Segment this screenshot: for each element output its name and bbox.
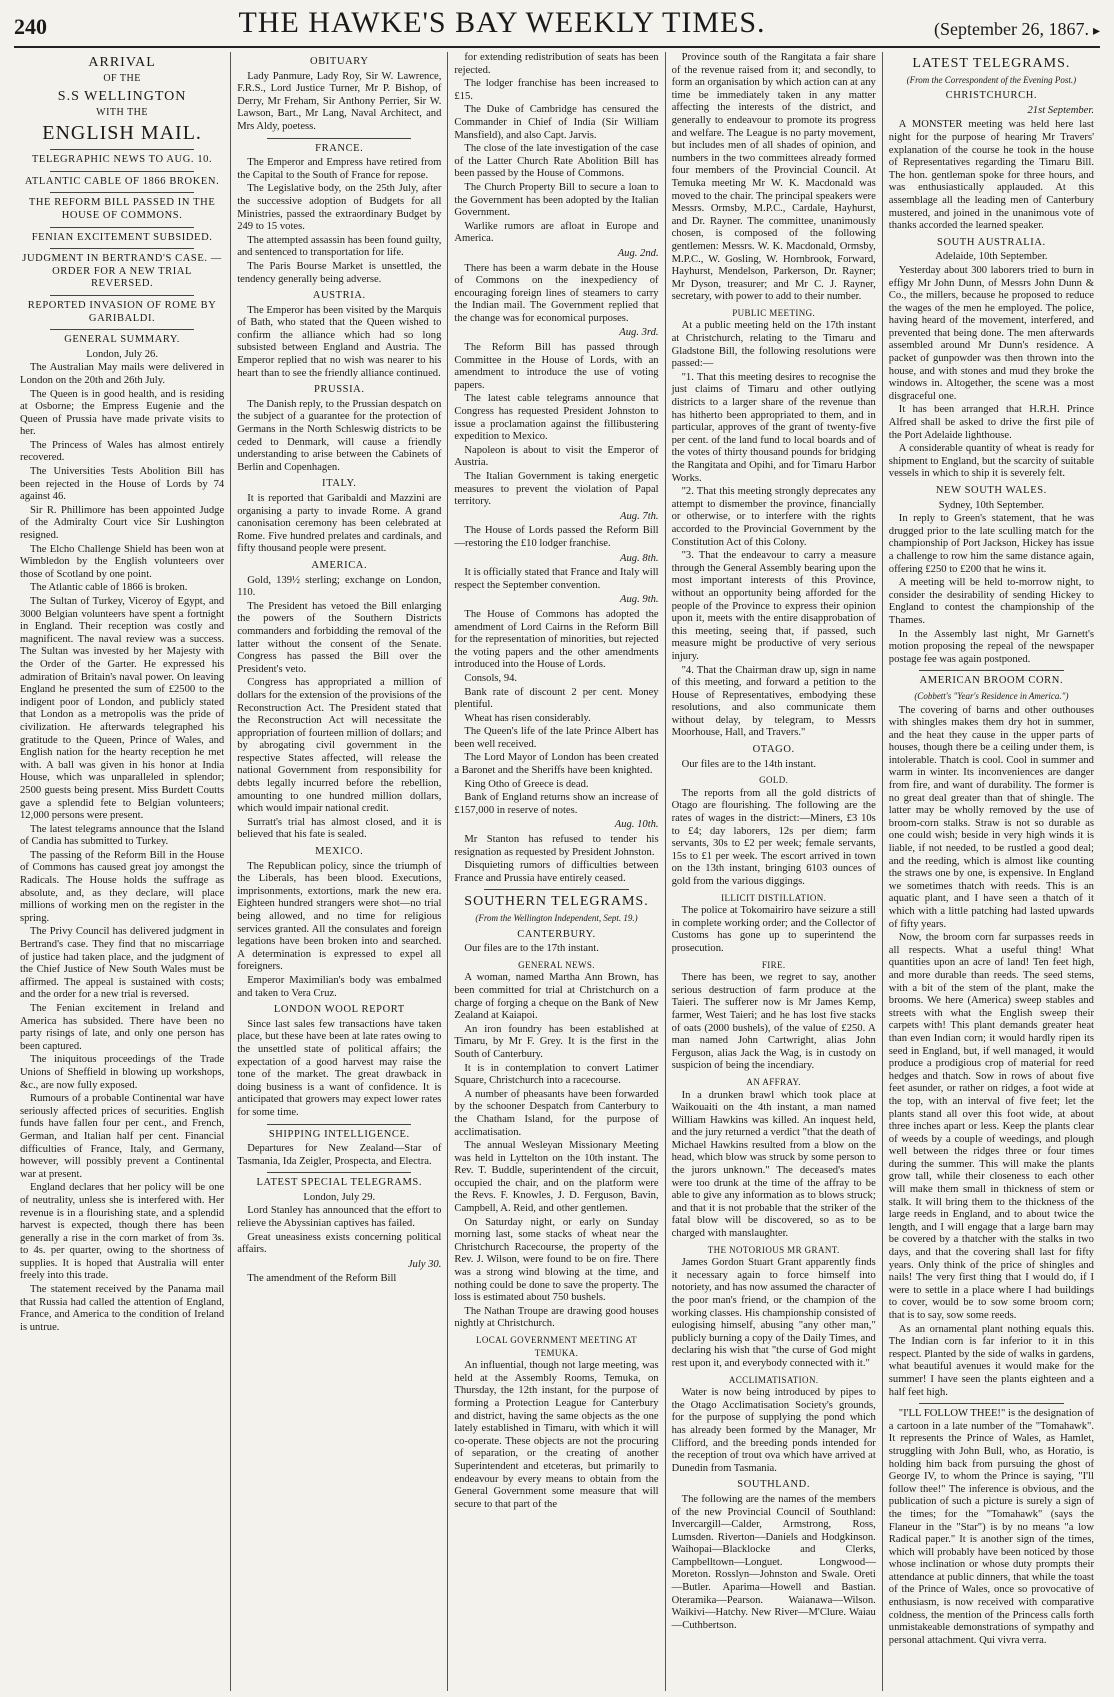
paragraph: Mr Stanton has refused to tender his resignation as requested by President Johnston. (454, 834, 659, 858)
subhead-judgment: JUDGMENT IN BERTRAND'S CASE. —ORDER FOR A NEW TRIAL REVERSED. (22, 253, 222, 290)
paragraph: The House of Lords passed the Reform Bill—restoring the £10 lodger franchise. (454, 525, 659, 549)
paragraph: The lodger franchise has been increased to £15. (454, 78, 659, 102)
paragraph: "I'LL FOLLOW THEE!" is the designation of a cartoon in a late number of the "Tomahawk". It represents the Prince of Wales, as Hamlet, struggling with John Bull, who, as Horatio, is holding him back from pursuing the ghost of George IV, to whom the Prince is saying, "I'll follow thee!" The inference is obvious, and the publication of such a picture is surely a sign of the times; for the "Tomahawk" (says the Flaneur in the "Star") is by no means "a low Radical paper." It is another sign of the times, which will probably have been noticed by those whose inclination or whose duty prompts their attendance at public dinners, that while the toast of the Prince of Wales, once so provocative of enthusiasm, is now received with comparative coldness, the mention of the Princess calls forth unmistakeable demonstrations of sympathy and personal attachment. Qui vivra verra. (888, 1408, 1094, 1646)
section-mexico: MEXICO. (315, 846, 364, 858)
source-note: (From the Correspondent of the Evening Post.) (906, 74, 1077, 85)
paragraph: The annual Wesleyan Missionary Meeting was held in Lyttelton on the 10th instant. The Rev. T. Buddle, superintendent of the circuit, occupied the chair, and on the platform were the Revs. F. Knowles, J. D. Ferguson, Bavin, Campbell, A. Reid, and other gentlemen. (454, 1140, 659, 1215)
headline-with-the: WITH THE (96, 106, 149, 118)
masthead (14, 4, 1100, 48)
section-southern-telegrams: SOUTHERN TELEGRAMS. (464, 894, 649, 910)
subhead-reform-bill: THE REFORM BILL PASSED IN THE HOUSE OF COMMONS. (28, 197, 216, 221)
paragraph: England declares that her policy will be one of neutrality, unless she is interfered with. Her revenue is in a flourishing state, and a splendid harvest is expected, though there has been generally a rise in the corn market of from 3s. to 4s. per quarter, owing to the shortness of supplies. It is hoped that Australia will enter freely into this trade. (20, 1182, 225, 1282)
paragraph: Sir R. Phillimore has been appointed Judge of the Admiralty Court vice Sir Lushington resigned. (20, 504, 225, 542)
paragraph: Rumours of a probable Continental war have seriously affected prices of securities. English funds have fallen four per cent., and French, German, and Italian half per cent. Financial difficulties of France, Italy, and Germany, however, will possibly prevent a Continental war at present. (20, 1093, 225, 1180)
paragraph: "1. That this meeting desires to recognise the just claims of Timaru and other outlying districts to a larger share of the revenue than has hitherto been appropriated to them, and in particular, approves of the grant of twenty-five per cent. of the land fund to local boards and of the votes of thirty thousand pounds for bridging the Rangitata and Opihi, and for Timaru Harbor Works. (671, 371, 876, 484)
paragraph: Disquieting rumors of difficulties between France and Prussia have entirely ceased. (454, 860, 659, 884)
section-new-south-wales: NEW SOUTH WALES. (935, 485, 1047, 496)
paragraph: Departures for New Zealand—Star of Tasmania, Ida Zeigler, Prospecta, and Electra. (237, 1143, 442, 1167)
paragraph: The statement received by the Panama mail that Russia had called the attention of England, France, and America to the condition of Ireland is untrue. (20, 1284, 225, 1333)
paragraph: Now, the broom corn far surpasses reeds in all respects. What a useful thing! What quantities upon an acre of land! Ten feet high, and more durable than reeds. The seed stems, with a bit of the stem of the plant, make the brooms. We here (America) sweep stables and streets with what the English sweep their carpets with! This plant demands greater heat than even Indian corn; it would hardly ripen its seed in England, but, if well managed, it would produce a prodigious crop of material for reed hedges and thatch. Sow in rows of about five feet asunder, or rather on ridges, a foot wide at the top, with an interval of five feet; let the plants stand all over this foot wide, at about three inches apart or less. Keep the plants clear of weeds by a couple of weedings, and plough well between the ridges three or four times during the summer. This will make the plants grow tall, while their closeness to each other will make them small in thickness of stem or stalk. It will bring them to the thickness of the large reeds in England, and to about twice the length, and I will engage that a large barn may be covered by a thatcher with the stalks in two days, and that the covering shall last for fifty years. Only think of the price of shingles and nails! The very first thing that I would do, if I were to settle in a place where I had buildings to cover, would be to sow some broom corn; that is to say, sow some reeds. (888, 932, 1094, 1321)
section-south-australia: SOUTH AUSTRALIA. (937, 236, 1046, 248)
paragraph: The covering of barns and other outhouses with shingles makes them dry hot in summer, and the heat they cause in the upper parts of houses, though there be a ceiling under them, is intolerable. Thatch is cool. Cool in summer and warm in winter. Its inconveniences are danger from fire, and want of durability. The former is no great deal greater than that of shingle. The latter may be wholly removed by the use of broom-corn stalks. Straw is not so durable as one could wish; beside in very high winds it is liable, if not needed, to be rustled a good deal; and the reeding, which is almost like counting the straws one by one, is expensive. In England we sometimes thatch with reeds. This is an aquatic plant, and I have seen a thatch of it which with a little patching had lasted upwards of fifty years. (888, 704, 1094, 930)
section-italy: ITALY. (322, 478, 357, 490)
paragraph: The reports from all the gold districts of Otago are flourishing. The following are the rates of wages in the district:—Miners, £3 10s to £4; day laborers, 12s per diem; farm servants, 30s to £2 per week; female servants, 15s to £1 per week. The escort arrived in town on the 13th instant, bringing 6103 ounces of gold from the various diggings. (671, 787, 876, 887)
paragraph: The Emperor has been visited by the Marquis of Bath, who stated that the Queen wished to confirm the alliance which had so long subsisted between England and Austria. The Emperor replied that no wish was nearer to his heart than to see the friendly alliance continued. (237, 304, 442, 379)
column-4 (666, 52, 883, 1691)
paragraph: Gold, 139½ sterling; exchange on London, 110. (237, 574, 442, 599)
paragraph: As an ornamental plant nothing equals this. The Indian corn is far inferior to it in this respect. Planted by the side of walks in gardens, what beautiful avenues it would make for the summer! I have seen the plants eighteen and a half feet high. (888, 1323, 1094, 1398)
issue-date-text: (September 26, 1867. (934, 19, 1089, 39)
paragraph: Bank rate of discount 2 per cent. Money plentiful. (454, 686, 659, 711)
dateline: Adelaide, 10th September. (935, 251, 1048, 263)
divider (50, 227, 194, 228)
dateline: 21st September. (1027, 104, 1094, 116)
paragraph: The House of Commons has adopted the amendment of Lord Cairns in the Reform Bill for the representation of minorities, but rejected the voting papers and the other amendments introduced into the House of Lords. (454, 608, 659, 671)
paragraph: Province south of the Rangitata a fair share of the revenue raised from it; and secondly, to form an organisation by which action can at any time be immediately taken in any matter affecting the interests of the district, and generally to endeavour to promote its progress and welfare. The League is no party movement, but includes men of all shades of opinion, and numbers in the two committees already formed four members of the Provincial Council. At Temuka meeting Mr W. K. Macdonald was moved to the chair. The principal speakers were Messrs. Ormsby, M.P.C., Cardale, Hayhurst, and Dr. Rayner. The committee, unanimously chosen, is composed of the following gentlemen: Messrs. W. K. Macdonald, Ormsby, M.P.C., W. Gosling, W. Hornbrook, Forward, Hayhurst, Mendelson, Parkerson, Dr. Rayner; Mr Dyson, treasurer; and Mr C. J. Rayner, secretary, with power to add to their number. (671, 52, 876, 303)
subhead-illicit-distillation: ILLICIT DISTILLATION. (721, 892, 827, 903)
paragraph: The Lord Mayor of London has been created a Baronet and the Sheriffs have been knighted. (454, 752, 659, 777)
section-general-summary: GENERAL SUMMARY. (64, 334, 180, 346)
paragraph: The Church Property Bill to secure a loan to the Government has been adopted by the Italian Government. (454, 181, 659, 219)
paragraph: It has been arranged that H.R.H. Prince Alfred shall be asked to drive the first pile of the Port Adelaide lighthouse. (888, 404, 1094, 441)
column-1 (14, 52, 231, 1691)
divider (50, 171, 194, 172)
paragraph: "4. That the Chairman draw up, sign in name of this meeting, and forward a petition to the House of Representatives, embodying these resolutions, and also communicate them without delay, by telegram, to Messrs Moorhouse, Hall, and Travers." (671, 664, 876, 739)
page-number: 240 (14, 14, 47, 39)
newspaper-columns (14, 52, 1100, 1691)
newspaper-title: THE HAWKE'S BAY WEEKLY TIMES. (238, 6, 766, 39)
paragraph: The Queen's life of the late Prince Albert has been well received. (454, 726, 659, 750)
paragraph: Congress has appropriated a million of dollars for the extension of the provisions of the Reconstruction Act. The President stated that the Reconstruction Act will necessitate the appropriation of fourteen million of dollars; and by abrogating civil government in the respective States affected, will release the national Government from responsibility for debts legally incurred before the rebellion, amounting to one hundred million dollars, which would impair national credit. (237, 677, 442, 815)
section-shipping: SHIPPING INTELLIGENCE. (268, 1128, 410, 1140)
section-canterbury: CANTERBURY. (517, 928, 596, 940)
paragraph: There has been, we regret to say, another serious destruction of farm produce at the Taieri. The sufferer now is Mr James Kemp, farmer, West Taieri; and he has lost five stacks of oats (2000 bushels), of the value of £250. A man named John Cartwright, alias John Ferguson, alias Jack the Wag, is in custody on suspicion of being the incendiary. (671, 972, 876, 1072)
section-southland: SOUTHLAND. (737, 1479, 811, 1491)
section-broom-corn: AMERICAN BROOM CORN. (919, 675, 1064, 687)
paragraph: Since last sales few transactions have taken place, but these have been at late rates owing to the unsettled state of political affairs; the expectation of a good harvest may raise the tone of the market. The great drawback in doing business is a want of confidence. It is anticipated that growers may expect lower rates for some time. (237, 1018, 442, 1118)
dateline: London, July 26. (86, 348, 158, 360)
paragraph: "3. That the endeavour to carry a measure through the General Assembly bearing upon the most important interests of this Province, without an opportunity being afforded for the people of the Province to express their opinion upon it, meets with the entire disapprobation of this meeting, seeing that, if passed, such measure might be productive of very serious injury. (671, 550, 876, 662)
column-2 (231, 52, 448, 1691)
dateline: Aug. 8th. (620, 552, 659, 564)
paragraph: The amendment of the Reform Bill (247, 1273, 397, 1285)
paragraph: Our files are to the 14th instant. (681, 758, 817, 770)
subhead-mr-grant: THE NOTORIOUS MR GRANT. (707, 1244, 840, 1255)
page-corner-arrow-icon: ▸ (1092, 24, 1100, 39)
paragraph: There has been a warm debate in the House of Commons on the inexpediency of encouraging foreign lines of steamers to carry the Indian mail. The Government replied that the change was for economical purposes. (454, 262, 659, 324)
paragraph: Warlike rumors are afloat in Europe and America. (454, 220, 659, 245)
subhead-fire: FIRE. (761, 959, 786, 970)
paragraph: A meeting will be held to-morrow night, to consider the desirability of sending Hickey to England to contest the championship of the Thames. (888, 577, 1094, 626)
paragraph: The Reform Bill has passed through Committee in the House of Lords, with an amendment to introduce the use of voting papers. (454, 342, 659, 391)
section-latest-telegrams: LATEST TELEGRAMS. (912, 56, 1071, 71)
dateline: London, July 29. (303, 1191, 376, 1203)
paragraph: Water is now being introduced by pipes to the Otago Acclimatisation Society's grounds, for the purpose of supplying the pond which has already been formed by the Manager, Mr Clifford, and the breeding ponds intended for the reception of trout ova which have arrived at Dunedin from Tasmania. (671, 1387, 876, 1474)
paragraph: An iron foundry has been established at Timaru, by Mr F. Grey. It is the first in the South of Canterbury. (454, 1023, 659, 1060)
subhead-affray: AN AFFRAY. (746, 1076, 801, 1087)
paragraph: Yesterday about 300 laborers tried to burn in effigy Mr John Dunn, of Messrs John Dunn & Co., the millers, because he proposed to reduce the wages of the men he employed. The police, having heard of the movement, interfered, and prevented that being done. The men afterwards assembled around Mr Dunn's residence. A packet of gunpowder was then thrown into the house, and with stones and mud they broke the windows in. Altogether, the scene was a most disgraceful one. (888, 264, 1094, 402)
source-note: (Cobbett's "Year's Residence in America.") (914, 690, 1069, 701)
subhead-gold: GOLD. (759, 775, 789, 786)
paragraph: In a drunken brawl which took place at Waikouaiti on the 4th instant, a man named William Hawkins was killed. An inquest held, and the jury returned a verdict "that the death of Michael Hawkins resulted from a blow on the head, which blow was struck by some person to the jurors unknown." The deceased's mates were too drunk at the time of the affray to be able to give any information as to blows struck; and that it is not probable that the striker of the fatal blow will be discovered, so as to be charged with manslaughter. (671, 1089, 876, 1240)
paragraph: It is in contemplation to convert Latimer Square, Christchurch into a racecourse. (454, 1062, 659, 1087)
paragraph: Surratt's trial has almost closed, and it is believed that his fate is sealed. (237, 816, 442, 841)
paragraph: James Gordon Stuart Grant apparently finds it necessary again to force himself into notoriety, and has now assumed the character of the poor man's friend, or the champion of the working classes. His championship consisted of eulogising himself, abusing "any other man," publicly burning a copy of the Daily Times, and declaring his wish that "the curse of God might rest upon it, and everybody connected with it." (671, 1257, 876, 1369)
paragraph: The Sultan of Turkey, Viceroy of Egypt, and 3000 Belgian volunteers have spent a fortnight in England. Their reception was costly and magnificent. The naval review was a success. The Sultan was invested by her Majesty with the Order of the Garter. He expressed his admiration of Britain's naval power. On leaving England he presented the sum of £2500 to the indigent poor of London, and publicly stated that London as a metropolis was the pride of civilization. He afterwards telegraphed his gratitude to the Queen, Prince of Wales, and English nation for the hearty reception he met with. A ball was given in his honor at India House, which was unparalleled in splendor; 2500 guests being present. Miss Burdett Coutts gave a splendid fete to Belgian volunteers; 12,000 persons were present. (20, 596, 225, 822)
paragraph: The Emperor and Empress have retired from the Capital to the South of France for repose. (237, 157, 442, 181)
divider (267, 138, 411, 139)
headline-english-mail: ENGLISH MAIL. (42, 122, 202, 145)
paragraph: Napoleon is about to visit the Emperor of Austria. (454, 444, 659, 469)
paragraph: The Duke of Cambridge has censured the Commander in Chief of India (Sir William Mansfield), and also Capt. Jarvis. (454, 104, 659, 141)
paragraph: The Italian Government is taking energetic measures to prevent the violation of Papal territory. (454, 471, 659, 508)
paragraph: Emperor Maximilian's body was embalmed and taken to Vera Cruz. (237, 974, 442, 999)
section-austria: AUSTRIA. (312, 290, 366, 302)
paragraph: The Elcho Challenge Shield has been won at Wimbledon by the English volunteers over those of Scotland by one point. (20, 543, 225, 580)
divider (50, 295, 194, 296)
paragraph: for extending redistribution of seats has been rejected. (454, 52, 659, 76)
divider (50, 248, 194, 249)
paragraph: It is reported that Garibaldi and Mazzini are organising a party to invade Rome. A grand canonisation ceremony has been celebrated at Rome. Five hundred prelates and cardinals, and fifty thousand people were present. (237, 493, 442, 555)
dateline: Aug. 10th. (614, 819, 659, 831)
paragraph: It is officially stated that France and Italy will respect the September convention. (454, 567, 659, 591)
section-prussia: PRUSSIA. (313, 384, 365, 396)
paragraph: A number of pheasants have been forwarded by the schooner Despatch from Canterbury to the Chatham Island, for the purpose of acclimatisation. (454, 1088, 659, 1138)
paragraph: In reply to Green's statement, that he was drugged prior to the late sculling match for the championship of Port Jackson, Hickey has issue a challenge to row him the same distance again, offering £250 to £200 that he wins it. (888, 513, 1094, 575)
headline-arrival: ARRIVAL (88, 55, 156, 70)
paragraph: The Danish reply, to the Prussian despatch on the subject of a guarantee for the protection of Germans in the North Schleswig districts to be ceded to Denmark, will cause a friendly understanding to arise between the Cabinets of Berlin and Copenhagen. (237, 398, 442, 473)
section-america: AMERICA. (311, 559, 368, 571)
paragraph: Bank of England returns show an increase of £157,000 in reserve of notes. (454, 792, 659, 816)
paragraph: The Atlantic cable of 1866 is broken. (30, 582, 188, 594)
section-obituary: OBITUARY (310, 56, 369, 67)
dateline: Aug. 3rd. (619, 327, 659, 339)
paragraph: "2. That this meeting strongly deprecates any attempt to dismember the province, financially or otherwise, or to interfere with the rights accorded to the Provincial Government by the Constitution Act of this Colony. (671, 486, 876, 548)
dateline: Aug. 2nd. (617, 247, 659, 259)
section-france: FRANCE. (315, 142, 364, 154)
divider (267, 1172, 411, 1173)
subhead-general-news: GENERAL NEWS. (518, 959, 595, 970)
divider (267, 1124, 411, 1125)
paragraph: A considerable quantity of wheat is ready for shipment to England, but the scarcity of suitable vessels in which to ship it is severely felt. (888, 443, 1094, 480)
paragraph: The Australian May mails were delivered in London on the 20th and 26th July. (20, 362, 225, 386)
paragraph: Great uneasiness exists concerning political affairs. (237, 1231, 442, 1256)
paragraph: The Privy Council has delivered judgment in Bertrand's case. They find that no miscarriage of justice had taken place, and the judgment of the Chief Justice of New South Wales must be affirmed. The appeal is sustained with costs; and the order for a new trial is reversed. (20, 926, 225, 1001)
dateline: Aug. 9th. (620, 594, 659, 606)
paragraph: Wheat has risen considerably. (464, 712, 591, 724)
paragraph: The President has vetoed the Bill enlarging the powers of the Southern Districts commanders and forbidding the removal of the latter without the consent of the Senate. Congress has passed the Bill over the President's veto. (237, 600, 442, 675)
headline-of-the: OF THE (103, 73, 141, 84)
section-special-telegrams: LATEST SPECIAL TELEGRAMS. (256, 1177, 423, 1189)
paragraph: Consols, 94. (464, 672, 518, 684)
paragraph: A woman, named Martha Ann Brown, has been committed for trial at Christchurch on a charge of forging a cheque on the Bank of New Zealand at Kaiapoi. (454, 972, 659, 1022)
paragraph: The Princess of Wales has almost entirely recovered. (20, 439, 225, 464)
divider (50, 149, 194, 150)
paragraph: The latest telegrams announce that the Island of Candia has submitted to Turkey. (20, 823, 225, 848)
paragraph: The Universities Tests Abolition Bill has been rejected in the House of Lords by 74 against 46. (20, 466, 225, 503)
issue-date (910, 19, 1100, 40)
divider (919, 670, 1064, 671)
paragraph: At a public meeting held on the 17th instant at Christchurch, relating to the Timaru and Gladstone Bill, the following resolutions were passed:— (671, 320, 876, 370)
divider (484, 889, 628, 890)
paragraph: King Otho of Greece is dead. (464, 778, 589, 790)
subhead-invasion-rome: REPORTED INVASION OF ROME BY GARIBALDI. (27, 299, 217, 324)
paragraph: An influential, though not large meeting, was held at the Assembly Rooms, Temuka, on Thursday, the 12th instant, for the purpose of forming a Protection League for Canterbury and district, having the same objects as the one lately established in Timaru, with which it will co-operate. These objects are not the procuring of separation, or the creating of another Superintendent and etceteras, but primarily to endeavour by every means to obtain from the General Government some measure that will secure to that part of the (454, 1360, 659, 1510)
section-christchurch: CHRISTCHURCH. (945, 90, 1038, 102)
paragraph: The Nathan Troupe are drawing good houses nightly at Christchurch. (454, 1305, 659, 1330)
paragraph: The latest cable telegrams announce that Congress has requested President Johnston to issue a proclamation against the fillibustering expedition to Mexico. (454, 393, 659, 443)
paragraph: The close of the late investigation of the case of the Latter Church Rate Abolition Bill has been passed by the House of Commons. (454, 143, 659, 180)
subhead-public-meeting: PUBLIC MEETING. (732, 307, 816, 318)
column-3 (448, 52, 665, 1691)
paragraph: The iniquitous proceedings of the Trade Unions of Sheffield in blowing up workshops, &c., are now fully exposed. (20, 1054, 225, 1091)
paragraph: The police at Tokomairiro have seizure a still in complete working order; and the Collector of Customs has gone up to superintend the prosecution. (671, 905, 876, 954)
paragraph: The passing of the Reform Bill in the House of Commons has caused great joy amongst the Radicals. The House holds the suffrage as absolute, and, as they declare, will place millions of working men on the register in the spring. (20, 849, 225, 924)
paragraph: The Fenian excitement in Ireland and America has subsided. There have been no party risings of late, and only one person has been captured. (20, 1003, 225, 1052)
paragraph: Our files are to the 17th instant. (464, 943, 599, 955)
divider (919, 1403, 1064, 1404)
subhead-fenian: FENIAN EXCITEMENT SUBSIDED. (31, 231, 213, 243)
dateline: Aug. 7th. (620, 510, 659, 522)
paragraph: The Queen is in good health, and is residing at Osborne; the Empress Eugenie and the Queen of Prussia have made private visits to her. (20, 388, 225, 438)
paragraph: The Legislative body, on the 25th July, after the successive adoption of Budgets for all Ministries, passed the extraordinary Budget by 249 to 15 votes. (237, 183, 442, 233)
source-note: (From the Wellington Independent, Sept. 19.) (475, 913, 638, 923)
section-otago: OTAGO. (752, 744, 795, 756)
paragraph: The attempted assassin has been found guilty, and sentenced to transportation for life. (237, 234, 442, 259)
headline-ship-name: S.S WELLINGTON (57, 88, 187, 104)
paragraph: Lady Panmure, Lady Roy, Sir W. Lawrence, F.R.S., Lord Justice Turner, Mr P. Bishop, of Derry, Mr Freham, Sir Anthony Perrier, Sir W. Lawson, Bart., Mr Lang, Naval Architect, and Mrs Aldy, poetess. (237, 70, 442, 132)
subhead-local-government: LOCAL GOVERNMENT MEETING AT TEMUKA. (475, 1335, 638, 1358)
paragraph: The Republican policy, since the triumph of the Liberals, has been blood. Executions, imprisonments, extortions, mark the new era. Eighteen hundred strangers were shot—no trial being allowed, and no time for religious services granted. All the consulates and foreign legations have been broken into and searched. A determination is expressed to expel all foreigners. (237, 860, 442, 973)
column-5 (883, 52, 1100, 1691)
paragraph: On Saturday night, or early on Sunday morning last, some stacks of wheat near the Christchurch Racecourse, the property of the Rev. J. Wilson, were found to be on fire. There was a strong wind blowing at the time, and nothing could be done to save the property. The loss is estimated about 750 bushels. (454, 1216, 659, 1304)
subhead-atlantic-cable: ATLANTIC CABLE OF 1866 BROKEN. (24, 175, 220, 187)
dateline: July 30. (407, 1258, 442, 1270)
paragraph: In the Assembly last night, Mr Garnett's motion proposing the repeal of the newspaper postage fee was again postponed. (888, 628, 1094, 665)
paragraph: A MONSTER meeting was held here last night for the purpose of hearing Mr Travers' explanation of the course he took in the house of Representatives regarding the Timaru Bill. The hon. gentleman spoke for three hours, and was enthusiastically applauded. At this assemblage all the leading men of Canterbury mustered, and joined in the unanimous vote of thanks accorded the learned speaker. (888, 119, 1094, 232)
paragraph: The Paris Bourse Market is unsettled, the tendency generally being adverse. (237, 260, 442, 285)
divider (50, 329, 194, 330)
dateline: Sydney, 10th September. (938, 499, 1045, 511)
paragraph: Lord Stanley has announced that the effort to relieve the Abyssinian captives has failed. (237, 1205, 442, 1230)
divider (50, 192, 194, 193)
subhead-acclimatisation: ACCLIMATISATION. (728, 1374, 819, 1385)
paragraph: The following are the names of the members of the new Provincial Council of Southland: Invercargill—Calder, Armstrong, Ross, Lumsden. Riverton—Daniels and Hodgkinson. Waihopai—Blacklocke and Clerks, Campbelltown—Longuet. Longwood—Moreton. Rosslyn—Johnston and Swale. Oreti—Butler. Aparima—Howell and Bastian. Oteramika—Pearson. Waianawa—Wilson. Waikivi—Hatchy. New River—M'Clure. Waiau—Cuthbertson. (671, 1493, 876, 1631)
subhead-telegraphic: TELEGRAPHIC NEWS TO AUG. 10. (31, 154, 213, 166)
section-wool-report: LONDON WOOL REPORT (273, 1004, 405, 1016)
